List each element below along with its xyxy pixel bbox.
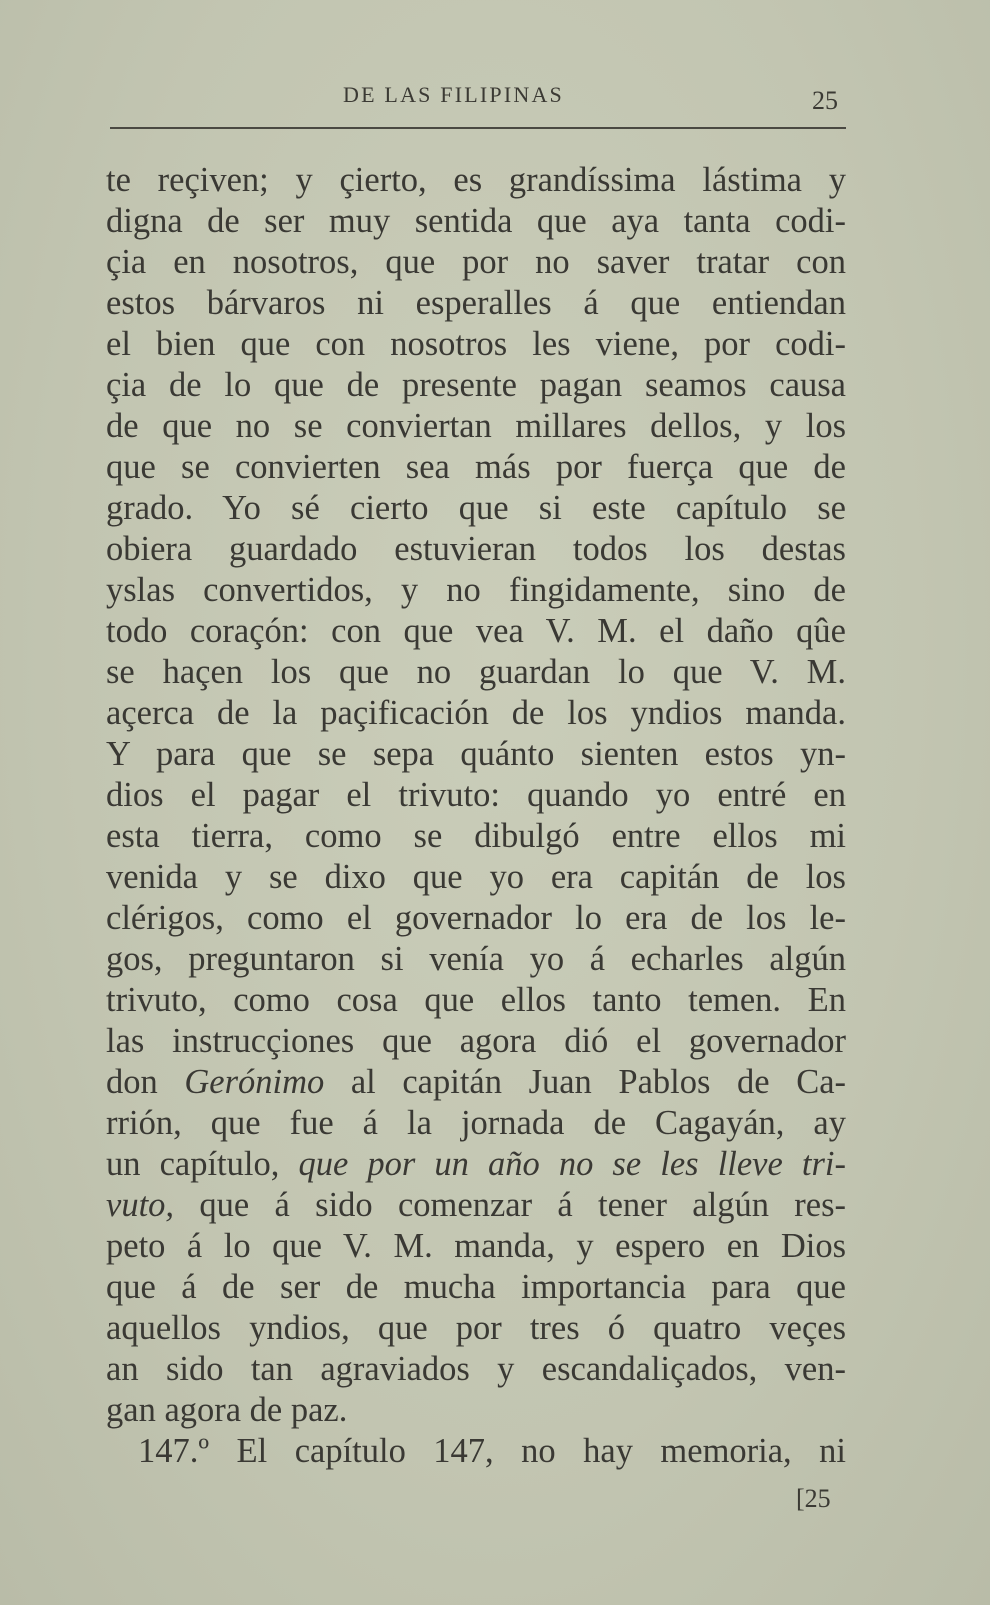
text-line: obiera guardado estuvieran todos los destas bbox=[106, 530, 846, 568]
text-line: yslas convertidos, y no fingidamente, sino de bbox=[106, 571, 846, 609]
text-line: gan agora de paz. bbox=[106, 1391, 348, 1429]
italic-quote: vuto, bbox=[106, 1186, 175, 1224]
text-line: todo coraçón: con que vea V. M. el daño qûe bbox=[106, 612, 846, 650]
text-line: rrión, que fue á la jornada de Cagayán, ay bbox=[106, 1104, 846, 1142]
text-line: trivuto, como cosa que ellos tanto temen. En bbox=[106, 981, 846, 1019]
signature-mark: [25 bbox=[796, 1484, 831, 1513]
text-line: esta tierra, como se dibulgó entre ellos mi bbox=[106, 817, 846, 855]
page-number: 25 bbox=[812, 86, 838, 115]
text-line: peto á lo que V. M. manda, y espero en Dios bbox=[106, 1227, 846, 1265]
text-line: aquellos yndios, que por tres ó quatro veçes bbox=[106, 1309, 846, 1347]
text-line: te reçiven; y çierto, es grandíssima lástima y bbox=[106, 161, 846, 199]
text-line: de que no se conviertan millares dellos, y los bbox=[106, 407, 846, 445]
text-line: un capítulo, que por un año no se les lleve tri- bbox=[106, 1145, 846, 1183]
text-line: don Gerónimo al capitán Juan Pablos de Ca- bbox=[106, 1063, 847, 1101]
text-line: Y para que se sepa quánto sienten estos yn- bbox=[106, 735, 846, 773]
text-line: grado. Yo sé cierto que si este capítulo se bbox=[106, 489, 846, 527]
header-rule bbox=[110, 127, 846, 129]
text-line: 147.º El capítulo 147, no hay memoria, ni bbox=[138, 1432, 846, 1470]
running-title: DE LAS FILIPINAS bbox=[343, 82, 564, 107]
text-line: las instrucçiones que agora dió el governador bbox=[106, 1022, 846, 1060]
body-text bbox=[106, 160, 846, 1472]
text-line: el bien que con nosotros les viene, por codi- bbox=[106, 325, 846, 363]
text-line: que se convierten sea más por fuerça que de bbox=[106, 448, 846, 486]
text-line: que á de ser de mucha importancia para que bbox=[106, 1268, 846, 1306]
text-line: gos, preguntaron si venía yo á echarles algún bbox=[106, 940, 846, 978]
text-line: venida y se dixo que yo era capitán de los bbox=[106, 858, 846, 896]
text-line: estos bárvaros ni esperalles á que entiendan bbox=[106, 284, 846, 322]
text-line: dios el pagar el trivuto: quando yo entré en bbox=[106, 776, 846, 814]
text-line: çia de lo que de presente pagan seamos causa bbox=[106, 366, 846, 404]
italic-quote: que por un año no se les lleve tri- bbox=[298, 1145, 846, 1183]
text-line: clérigos, como el governador lo era de los le- bbox=[106, 899, 846, 937]
text-line: se haçen los que no guardan lo que V. M. bbox=[106, 653, 846, 691]
italic-name: Gerónimo bbox=[184, 1063, 325, 1101]
text-line: açerca de la paçificación de los yndios manda. bbox=[106, 694, 846, 732]
text-line: an sido tan agraviados y escandaliçados, ven- bbox=[106, 1350, 846, 1388]
text-line: vuto, que á sido comenzar á tener algún res- bbox=[106, 1186, 846, 1224]
text-line: çia en nosotros, que por no saver tratar con bbox=[106, 243, 846, 281]
text-line: digna de ser muy sentida que aya tanta codi- bbox=[106, 202, 846, 240]
